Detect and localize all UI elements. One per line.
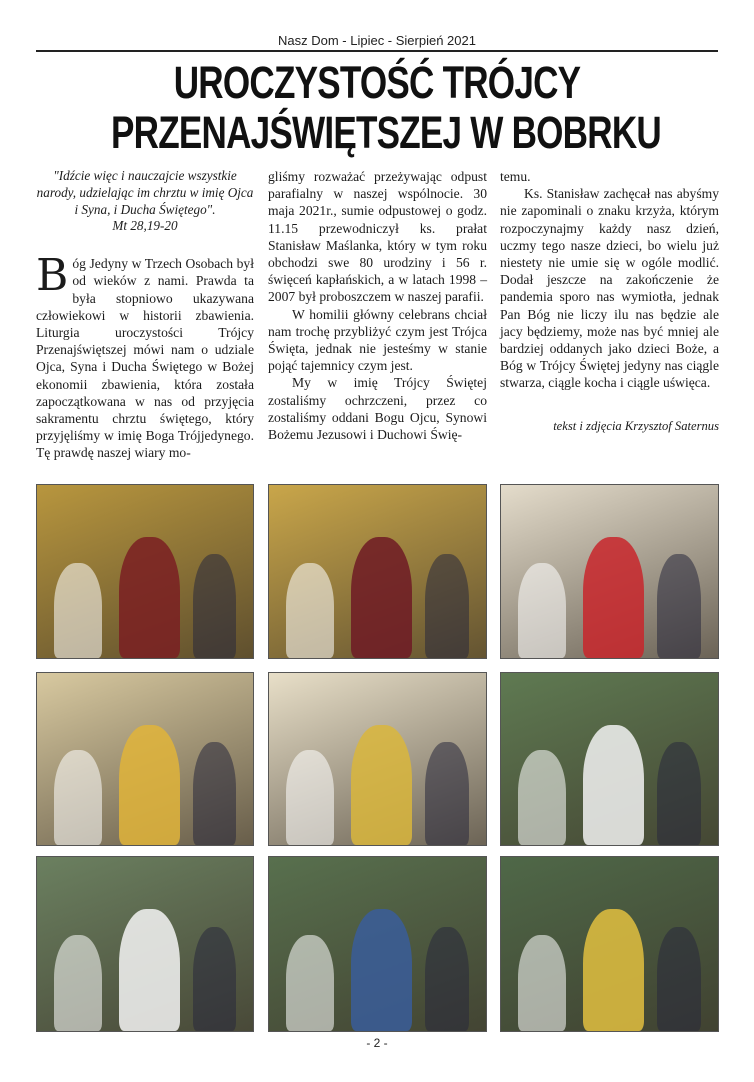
photo-figure <box>193 554 236 658</box>
photo-figure <box>286 750 334 845</box>
photo-figure <box>351 537 412 658</box>
epigraph-reference: Mt 28,19-20 <box>112 218 178 234</box>
photo-figure <box>518 750 566 845</box>
drop-cap: B <box>36 250 69 302</box>
church-exit-procession-photo <box>268 672 487 846</box>
column-2 <box>268 168 487 443</box>
title-line-1: UROCZYSTOŚĆ TRÓJCY <box>173 57 581 108</box>
photo-figure <box>351 909 412 1031</box>
photo-figure <box>518 563 566 658</box>
column-1 <box>36 168 254 462</box>
running-header: Nasz Dom - Lipiec - Sierpień 2021 <box>278 33 476 48</box>
prelate-homily-photo <box>268 484 487 659</box>
photo-figure <box>583 909 644 1031</box>
altar-priests-photo <box>36 484 254 659</box>
paragraph-3-continued: temu. <box>500 169 531 184</box>
photo-figure <box>54 750 102 845</box>
parish-greeting-photo <box>500 484 719 659</box>
paragraph-1-continued: gliśmy rozważać przeżywając odpust parafialny w naszej wspólnocie. 30 maja 2021r., sumie odpustowej o godz. 11.15 przewodniczył ks. prałat Stanisław Maślanka, który w tym roku obchodzi swe 80 urodziny i 56 r. święceń kapłańskich, a w latach 1998 – 2007 był proboszczem w naszej parafii. <box>268 169 487 305</box>
photo-figure <box>583 725 644 845</box>
photo-figure <box>425 927 468 1031</box>
paragraph-1 <box>36 250 254 461</box>
page-number: - 2 - <box>366 1036 388 1050</box>
column-3 <box>500 168 719 435</box>
canopy-firefighters-photo <box>500 856 719 1032</box>
photo-figure <box>54 563 102 658</box>
holy-image-carriers-photo <box>268 856 487 1032</box>
photo-figure <box>286 935 334 1031</box>
article-title <box>111 57 661 158</box>
header-rule <box>36 50 718 52</box>
photo-figure <box>518 935 566 1031</box>
paragraph-4: Ks. Stanisław zachęcał nas abyśmy nie zapominali o znaku krzyża, którym rozpoczynajmy każdy nasz dzień, uczmy tego nasze dzieci, bo wielu już niestety nie umie się w ogóle modlić. Dodał jeszcze na zakończenie że pandemia sporo nas wymiotła, jednak Pan Bóg nie liczy ilu nas będzie ale jacy będziemy, może nas być mniej ale bardziej oddanych jako dzieci Boże, a Bóg w Trójcy Świętej jedyny nas ciągle stwarza, ciągle kocha i ciągle uświęca. <box>500 186 719 391</box>
priests-reading-photo <box>36 672 254 846</box>
paragraph-1-text: óg Jedyny w Trzech Osobach był od wieków z nami. Prawda ta była stopniowo ukazywana człowiekowi w historii zbawienia. Liturgia uroczystości Trójcy Przenajświętszej mówi nam o udziale Ojca, Syna i Ducha Świętego w Bożej ekonomii zbawienia, która została zapoczątkowana w nas od przyjęcia sakramentu chrztu świętego, który przyjęliśmy w imię Boga Trójjedynego. Tę prawdę naszej wiary mo- <box>36 256 254 461</box>
photo-figure <box>193 927 236 1031</box>
photo-figure <box>657 927 700 1031</box>
photo-figure <box>119 909 179 1031</box>
photo-figure <box>193 742 236 845</box>
photo-figure <box>119 537 179 658</box>
photo-figure <box>351 725 412 845</box>
epigraph <box>36 168 254 235</box>
photo-figure <box>54 935 102 1031</box>
photo-figure <box>657 554 700 658</box>
paragraph-2: W homilii główny celebrans chciał nam trochę przybliżyć czym jest Trójca Święta, jednak nie jesteśmy w stanie pojąć tajemnicy czym jest. <box>268 306 487 374</box>
altar-servers-procession-photo <box>500 672 719 846</box>
paragraph-3: My w imię Trójcy Świętej zostaliśmy ochrzczeni, przez co zostaliśmy oddani Bogu Ojcu, Synowi Bożemu Jezusowi i Duchowi Świę- <box>268 375 487 443</box>
photo-figure <box>286 563 334 658</box>
photo-figure <box>657 742 700 845</box>
epigraph-text: "Idźcie więc i nauczajcie wszystkie narody, udzielając im chrztu w imię Ojca i Syna, i Ducha Świętego". <box>36 168 254 217</box>
title-line-2: PRZENAJŚWIĘTSZEJ W BOBRKU <box>111 107 661 158</box>
photo-figure <box>425 554 468 658</box>
photo-figure <box>425 742 468 845</box>
photo-figure <box>119 725 179 845</box>
communion-girls-photo <box>36 856 254 1032</box>
photo-credit: tekst i zdjęcia Krzysztof Saternus <box>553 418 719 433</box>
photo-figure <box>583 537 644 658</box>
